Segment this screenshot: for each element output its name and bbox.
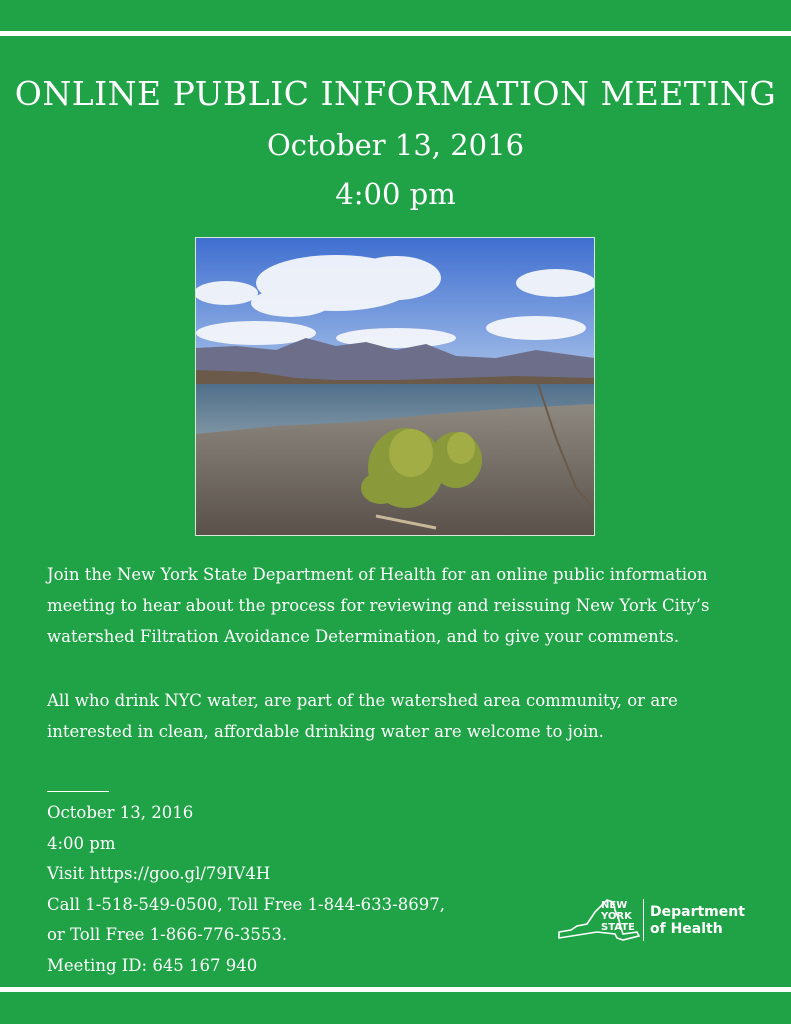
nys-department-of-health-logo (557, 898, 747, 944)
intro-paragraph: Join the New York State Department of Health for an online public information meeting to hear about the process for reviewing and reissuing New York City’s watershed Filtration Avoidance Determination, and to give your comments. (47, 565, 710, 646)
nys-wordmark: NEW YORK STATE (601, 900, 635, 933)
logo-divider (643, 899, 644, 941)
details-time: 4:00 pm (47, 833, 116, 853)
meeting-details (47, 798, 445, 981)
details-meeting-id: Meeting ID: 645 167 940 (47, 955, 258, 975)
top-border-rule (0, 31, 791, 36)
reservoir-photo (195, 237, 595, 536)
bottom-border-rule (0, 987, 791, 992)
department-of-health-wordmark: Department of Health (650, 904, 745, 937)
details-date: October 13, 2016 (47, 803, 194, 822)
meeting-time-heading: 4:00 pm (335, 177, 456, 211)
details-divider (47, 791, 109, 792)
details-visit-link[interactable]: Visit https://goo.gl/79IV4H (47, 864, 271, 883)
details-phone-alt: or Toll Free 1-866-776-3553. (47, 925, 288, 944)
meeting-date-heading: October 13, 2016 (266, 128, 525, 162)
details-phone: Call 1-518-549-0500, Toll Free 1-844-633-8697, (47, 894, 445, 914)
audience-paragraph: All who drink NYC water, are part of the watershed area community, or are interested in clean, affordable drinking water are welcome to join. (47, 691, 678, 741)
page-title: ONLINE PUBLIC INFORMATION MEETING (14, 74, 777, 113)
